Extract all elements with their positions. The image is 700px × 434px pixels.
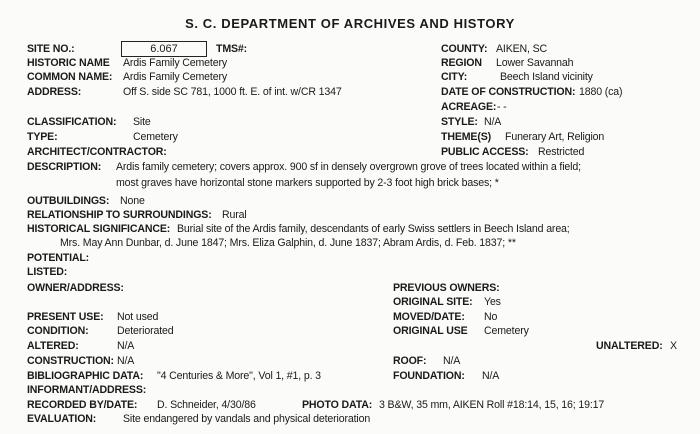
bibliographic-value: "4 Centuries & More", Vol 1, #1, p. 3 xyxy=(157,370,321,382)
condition-label: CONDITION: xyxy=(27,325,89,337)
relationship-label: RELATIONSHIP TO SURROUNDINGS: xyxy=(27,209,212,221)
region-label: REGION xyxy=(441,57,482,69)
photo-label: PHOTO DATA: xyxy=(302,399,373,411)
historical-significance-line-1: Burial site of the Ardis family, descendants of early Swiss settlers in Beech Island area; xyxy=(177,223,570,235)
acreage-value: - - xyxy=(497,101,507,113)
unaltered-label: UNALTERED: xyxy=(596,340,663,352)
common-name-label: COMMON NAME: xyxy=(27,71,113,83)
type-value: Cemetery xyxy=(133,131,178,143)
recorded-value: D. Schneider, 4/30/86 xyxy=(157,399,256,411)
unaltered-value: X xyxy=(670,340,677,352)
themes-value: Funerary Art, Religion xyxy=(505,131,605,143)
construction-value: N/A xyxy=(117,355,135,367)
site-no-value: 6.067 xyxy=(121,41,207,57)
historical-significance-line-2: Mrs. May Ann Dunbar, d. June 1847; Mrs. Eliza Galphin, d. June 1837; Abram Ardis, d. Feb. 1837; ** xyxy=(60,237,516,249)
public-access-label: PUBLIC ACCESS: xyxy=(441,146,529,158)
public-access-value: Restricted xyxy=(538,146,585,158)
county-value: AIKEN, SC xyxy=(496,43,548,55)
address-label: ADDRESS: xyxy=(27,86,82,98)
previous-owners-label: PREVIOUS OWNERS: xyxy=(393,282,500,294)
acreage-label: ACREAGE: xyxy=(441,101,497,113)
construction-label: CONSTRUCTION: xyxy=(27,355,114,367)
moved-date-value: No xyxy=(484,311,498,323)
listed-label: LISTED: xyxy=(27,266,68,278)
original-use-label: ORIGINAL USE xyxy=(393,325,468,337)
description-line-1: Ardis family cemetery; covers approx. 900 sf in densely overgrown grove of trees located within a field; xyxy=(116,161,581,173)
county-label: COUNTY: xyxy=(441,43,488,55)
region-value: Lower Savannah xyxy=(496,57,574,69)
tms-label: TMS#: xyxy=(216,43,248,55)
type-label: TYPE: xyxy=(27,131,58,143)
potential-label: POTENTIAL: xyxy=(27,252,90,264)
present-use-value: Not used xyxy=(117,311,159,323)
common-name-value: Ardis Family Cemetery xyxy=(123,71,227,83)
photo-value: 3 B&W, 35 mm, AIKEN Roll #18:14, 15, 16; 19:17 xyxy=(379,399,605,411)
roof-value: N/A xyxy=(443,355,461,367)
evaluation-label: EVALUATION: xyxy=(27,413,97,425)
style-value: N/A xyxy=(484,116,502,128)
date-of-construction-label: DATE OF CONSTRUCTION: xyxy=(441,86,576,98)
moved-date-label: MOVED/DATE: xyxy=(393,311,465,323)
bibliographic-label: BIBLIOGRAPHIC DATA: xyxy=(27,370,144,382)
outbuildings-label: OUTBUILDINGS: xyxy=(27,195,110,207)
themes-label: THEME(S) xyxy=(441,131,491,143)
informant-label: INFORMANT/ADDRESS: xyxy=(27,384,147,396)
classification-value: Site xyxy=(133,116,151,128)
relationship-value: Rural xyxy=(222,209,247,221)
date-of-construction-value: 1880 (ca) xyxy=(579,86,623,98)
altered-value: N/A xyxy=(117,340,135,352)
evaluation-value: Site endangered by vandals and physical deterioration xyxy=(123,413,371,425)
owner-address-label: OWNER/ADDRESS: xyxy=(27,282,124,294)
original-site-value: Yes xyxy=(484,296,501,308)
address-value: Off S. side SC 781, 1000 ft. E. of int. w/CR 1347 xyxy=(123,86,342,98)
historic-name-label: HISTORIC NAME xyxy=(27,57,110,69)
description-line-2: most graves have horizontal stone markers supported by 2-3 foot high brick bases; * xyxy=(116,177,499,189)
page-title: S. C. DEPARTMENT OF ARCHIVES AND HISTORY xyxy=(185,16,515,31)
style-label: STYLE: xyxy=(441,116,478,128)
roof-label: ROOF: xyxy=(393,355,427,367)
site-no-label: SITE NO.: xyxy=(27,43,75,55)
recorded-label: RECORDED BY/DATE: xyxy=(27,399,138,411)
historical-significance-label: HISTORICAL SIGNIFICANCE: xyxy=(27,223,171,235)
altered-label: ALTERED: xyxy=(27,340,79,352)
original-use-value: Cemetery xyxy=(484,325,529,337)
classification-label: CLASSIFICATION: xyxy=(27,116,117,128)
original-site-label: ORIGINAL SITE: xyxy=(393,296,473,308)
outbuildings-value: None xyxy=(120,195,145,207)
condition-value: Deteriorated xyxy=(117,325,174,337)
description-label: DESCRIPTION: xyxy=(27,161,102,173)
architect-label: ARCHITECT/CONTRACTOR: xyxy=(27,146,167,158)
foundation-label: FOUNDATION: xyxy=(393,370,465,382)
present-use-label: PRESENT USE: xyxy=(27,311,104,323)
city-label: CITY: xyxy=(441,71,468,83)
city-value: Beech Island vicinity xyxy=(500,71,593,83)
foundation-value: N/A xyxy=(482,370,500,382)
historic-name-value: Ardis Family Cemetery xyxy=(123,57,227,69)
